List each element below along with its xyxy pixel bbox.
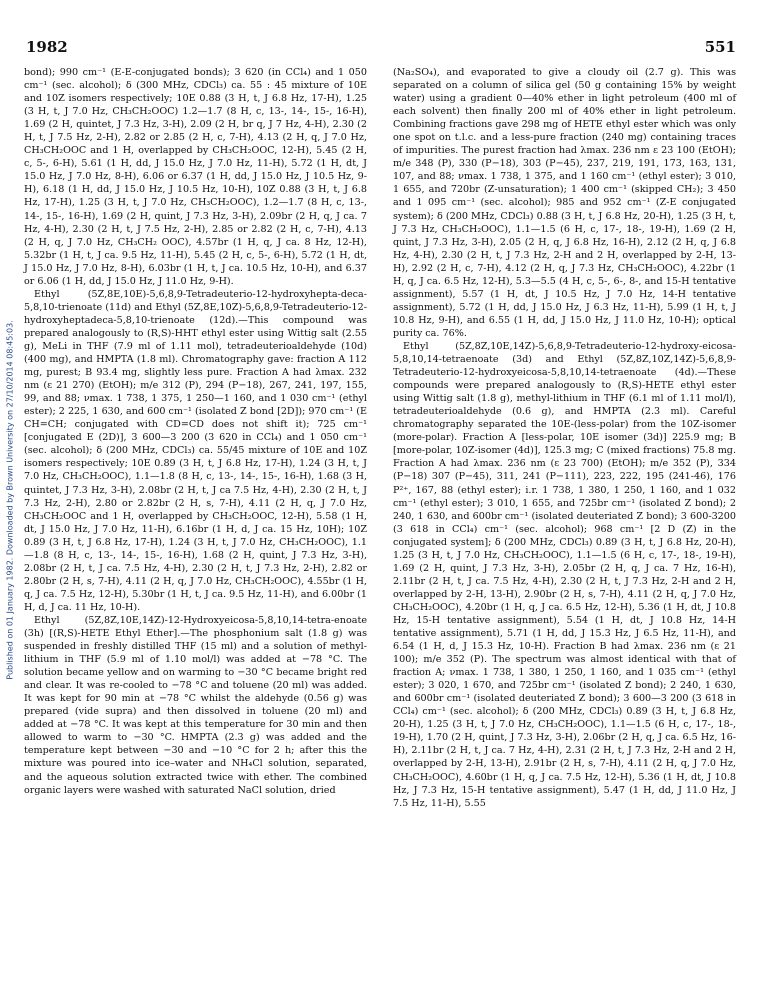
download-notice[interactable]: Published on 01 January 1982. Downloaded by Brown University on 27/10/2014 08:45:03. (5, 320, 15, 680)
journal-year: 1982 (26, 38, 68, 56)
paragraph: Ethyl (5Z,8Z,10E,14Z)-12-Hydroxyeicosa-5,8,10,14-tetra-enoate (3h) [(R,S)-HETE Ethyl Ether].—The phosphonium salt (1.8 g) was suspended in freshly distilled THF (15 ml) and a solution of methyl-lithium in THF (5.9 ml of 1.10 mol/l) was added at −78 °C. The solution became yellow and on warming to −30 °C became bright red and clear. It was re-cooled to −78 °C and toluene (20 ml) was added. It was kept for 90 min at −78 °C whilst the aldehyde (0.56 g) was prepared (vide supra) and then dissolved in toluene (20 ml) and added at −78 °C. It was kept at this temperature for 30 min and then allowed to warm to −30 °C. HMPTA (2.3 g) was added and the temperature kept between −30 and −10 °C for 2 h; after this the mixture was poured into ice–water and NH₄Cl solution, separated, and the aqueous solution extracted twice with ether. The combined organic layers were washed with saturated NaCl solution, dried (24, 614, 367, 796)
page-header (26, 38, 736, 58)
download-sidebar (2, 0, 16, 1008)
paragraph: Ethyl (5Z,8Z,10E,14Z)-5,6,8,9-Tetradeuterio-12-hydroxy-eicosa-5,8,10,14-tetraenoate (3d) and Ethyl (5Z,8Z,10Z,14Z)-5,6,8,9-Tetradeuterio-12-hydroxyeicosa-5,8,10,14-tetraenoate (4d).—These compounds were prepared analogously to (R,S)-HETE ethyl ester using Wittig salt (1.8 g), methyl-lithium in THF (6.1 ml of 1.11 mol/l), tetradeuterioaldehyde (0.6 g), and HMPTA (2.3 ml). Careful chromatography separated the 10E-(less-polar) from the 10Z-isomer (more-polar). Fraction A [less-polar, 10E isomer (3d)] 225.9 mg; B [more-polar, 10Z-isomer (4d)], 125.3 mg; C (mixed fractions) 75.8 mg. Fraction A had λmax. 236 nm (ε 23 700) (EtOH); m/e 352 (P), 334 (P−18) 307 (P−45), 311, 241 (P−111), 223, 222, 195 (241-46), 176 P²⁺, 167, 88 (ethyl ester); i.r. 1 738, 1 380, 1 250, 1 160, and 1 032 cm⁻¹ (ethyl ester); 3 010, 1 655, and 725br cm⁻¹ (isolated Z bond); 2 240, 1 630, and 600br cm⁻¹ (isolated deuteriated Z bond); 3 600-3200 (3 618 in CCl₄) cm⁻¹ (sec. alcohol); 968 cm⁻¹ [2 D (Z) in the conjugated system]; δ (200 MHz, CDCl₃) 0.89 (3 H, t, J 6.8 Hz, 20-H), 1.25 (3 H, t, J 7.0 Hz, CH₃CH₂OOC), 1.1—1.5 (6 H, c, 17-, 18-, 19-H), 1.69 (2 H, quint, J 7.3 Hz, 3-H), 2.05br (2 H, q, J ca. 7 Hz, 16-H), 2.11br (2 H, t, J ca. 7.5 Hz, 4-H), 2.30 (2 H, t, J 7.3 Hz, 2-H and 2 H, overlapped by 2-H, 13-H), 2.90br (2 H, s, 7-H), 4.11 (2 H, q, J 7.0 Hz, CH₃CH₂OOC), 4.20br (1 H, q, J ca. 6.5 Hz, 12-H), 5.36 (1 H, dt, J 10.8 Hz, 15-H tentative assignment), 5.54 (1 H, dt, J 10.8 Hz, 14-H tentative assignment), 5.71 (1 H, dd, J 15.3 Hz, J 6.5 Hz, 11-H), and 6.54 (1 H, d, J 15.3 Hz, 10-H). Fraction B had λmax. 236 nm (ε 21 100); m/e 352 (P). The spectrum was almost identical with that of fraction A; νmax. 1 738, 1 380, 1 250, 1 160, and 1 035 cm⁻¹ (ethyl ester); 3 020, 1 670, and 725br cm⁻¹ (isolated Z bond); 2 240, 1 630, and 600br cm⁻¹ (isolated deuteriated Z bond); 3 600—3 200 (3 618 in CCl₄) cm⁻¹ (sec. alcohol); δ (200 MHz, CDCl₃) 0.89 (3 H, t, J 6.8 Hz, 20-H), 1.25 (3 H, t, J 7.0 Hz, CH₃CH₂OOC), 1.1—1.5 (6 H, c, 17-, 18-, 19-H), 1.70 (2 H, quint, J 7.3 Hz, 3-H), 2.06br (2 H, q, J ca. 6.5 Hz, 16-H), 2.11br (2 H, t, J ca. 7 Hz, 4-H), 2.31 (2 H, t, J 7.3 Hz, 2-H and 2 H, overlapped by 2-H, 13-H), 2.91br (2 H, s, 7-H), 4.11 (2 H, q, J 7.0 Hz, CH₃CH₂OOC), 4.60br (1 H, q, J ca. 7.5 Hz, 12-H), 5.36 (1 H, dt, J 10.8 Hz, J 7.3 Hz, 15-H tentative assignment), 5.47 (1 H, dd, J 11.0 Hz, J 7.5 Hz, 11-H), 5.55 (393, 340, 736, 809)
page-number: 551 (704, 38, 736, 56)
right-column (393, 66, 736, 810)
paragraph: (Na₂SO₄), and evaporated to give a cloudy oil (2.7 g). This was separated on a column of silica gel (50 g containing 15% by weight water) using a gradient 0—40% ether in light petroleum (400 ml of each solvent) then finally 200 ml of 40% ether in light petroleum. Combining fractions gave 298 mg of HETE ethyl ester which was only one spot on t.l.c. and a less-pure fraction (240 mg) containing traces of impurities. The purest fraction had λmax. 236 nm ε 23 100 (EtOH); m/e 348 (P), 330 (P−18), 303 (P−45), 237, 219, 191, 173, 163, 131, 107, and 88; νmax. 1 738, 1 375, and 1 160 cm⁻¹ (ethyl ester); 3 010, 1 655, and 720br (Z-unsaturation); 1 400 cm⁻¹ (skipped CH₂); 3 450 and 1 095 cm⁻¹ (sec. alcohol); 985 and 952 cm⁻¹ (Z-E conjugated system); δ (200 MHz, CDCl₃) 0.88 (3 H, t, J 6.8 Hz, 20-H), 1.25 (3 H, t, J 7.3 Hz, CH₃CH₂OOC), 1.1—1.5 (6 H, c, 17-, 18-, 19-H), 1.69 (2 H, quint, J 7.3 Hz, 3-H), 2.05 (2 H, q, J 6.8 Hz, 16-H), 2.12 (2 H, q, J 6.8 Hz, 4-H), 2.30 (2 H, t, J 7.3 Hz, 2-H and 2 H, overlapped by 2-H, 13-H), 2.92 (2 H, c, 7-H), 4.12 (2 H, q, J 7.3 Hz, CH₃CH₂OOC), 4.22br (1 H, q, J ca. 6.5 Hz, 12-H), 5.3—5.5 (4 H, c, 5-, 6-, 8-, and 15-H tentative assignment), 5.57 (1 H, dt, J 10.5 Hz, J 7.0 Hz, 14-H tentative assignment), 5.72 (1 H, dd, J 15.0 Hz, J 6.3 Hz, 11-H), 5.99 (1 H, t, J 10.8 Hz, 9-H), and 6.55 (1 H, dd, J 15.0 Hz, J 11.0 Hz, 10-H); optical purity ca. 76%. (393, 67, 736, 339)
paragraph: bond); 990 cm⁻¹ (E-E-conjugated bonds); 3 620 (in CCl₄) and 1 050 cm⁻¹ (sec. alcohol); δ (300 MHz, CDCl₃) ca. 55 : 45 mixture of 10E and 10Z isomers respectively; 10E 0.88 (3 H, t, J 6.8 Hz, 17-H), 1.25 (3 H, t, J 7.0 Hz, CH₃CH₂OOC) 1.2—1.7 (8 H, c, 13-, 14-, 15-, 16-H), 1.69 (2 H, quintet, J 7.3 Hz, 3-H), 2.09 (2 H, br q, J 7 Hz, 4-H), 2.30 (2 H, t, J 7.5 Hz, 2-H), 2.82 or 2.85 (2 H, c, 7-H), 4.13 (2 H, q, J 7.0 Hz, CH₃CH₂OOC and 1 H, overlapped by CH₃CH₂OOC, 12-H), 5.45 (2 H, c, 5-, 6-H), 5.61 (1 H, dd, J 15.0 Hz, J 7.0 Hz, 11-H), 5.72 (1 H, dt, J 15.0 Hz, J 7.0 Hz, 8-H), 6.06 or 6.37 (1 H, dd, J 15.0 Hz, J 10.5 Hz, 9-H), 6.18 (1 H, dd, J 15.0 Hz, J 10.5 Hz, 10-H), 10Z 0.88 (3 H, t, J 6.8 Hz, 17-H), 1.25 (3 H, t, J 7.0 Hz, CH₃CH₂OOC), 1.2—1.7 (8 H, c, 13-, 14-, 15-, 16-H), 1.69 (2 H, quint, J 7.3 Hz, 3-H), 2.09br (2 H, q, J ca. 7 Hz, 4-H), 2.30 (2 H, t, J 7.5 Hz, 2-H), 2.85 or 2.82 (2 H, c, 7-H), 4.13 (2 H, q, J 7.0 Hz, CH₃CH₂ OOC), 4.57br (1 H, q, J ca. 8 Hz, 12-H), 5.32br (1 H, t, J ca. 9.5 Hz, 11-H), 5.45 (2 H, c, 5-, 6-H), 5.72 (1 H, dt, J 15.0 Hz, J 7.0 Hz, 8-H), 6.03br (1 H, t, J ca. 10.5 Hz, 10-H), and 6.37 or 6.06 (1 H, dd, J 15.0 Hz, J 11.0 Hz, 9-H). (24, 67, 367, 287)
paragraph: Ethyl (5Z,8E,10E)-5,6,8,9-Tetradeuterio-12-hydroxyhepta-deca-5,8,10-trienoate (11d) and Ethyl (5Z,8E,10Z)-5,6,8,9-Tetradeuterio-12-hydroxyheptadeca-5,8,10-trienoate (12d).—This compound was prepared analogously to (R,S)-HHT ethyl ester using Wittig salt (2.55 g), MeLi in THF (7.9 ml of 1.11 mol), tetradeuterioaldehyde (10d) (400 mg), and HMPTA (1.8 ml). Chromatography gave: fraction A 112 mg, purest; B 93.4 mg, slightly less pure. Fraction A had λmax. 232 nm (ε 21 270) (EtOH); m/e 312 (P), 294 (P−18), 267, 241, 197, 155, 99, and 88; νmax. 1 738, 1 375, 1 250—1 160, and 1 030 cm⁻¹ (ethyl ester); 2 225, 1 630, and 600 cm⁻¹ (isolated Z bond [2D]); 970 cm⁻¹ (E CH=CH; conjugated with CD=CD does not shift it); 725 cm⁻¹ [conjugated E (2D)], 3 600—3 200 (3 620 in CCl₄) and 1 050 cm⁻¹ (sec. alcohol); δ (200 MHz, CDCl₃) ca. 55/45 mixture of 10E and 10Z isomers respectively; 10E 0.89 (3 H, t, J 6.8 Hz, 17-H), 1.24 (3 H, t, J 7.0 Hz, CH₃CH₂OOC), 1.1—1.8 (8 H, c, 13-, 14-, 15-, 16-H), 1.68 (3 H, quintet, J 7.3 Hz, 3-H), 2.08br (2 H, t, J ca 7.5 Hz, 4-H), 2.30 (2 H, t, J 7.3 Hz, 2-H), 2.80 or 2.82br (2 H, s, 7-H), 4.11 (2 H, q, J 7.0 Hz, CH₃CH₂OOC and 1 H, overlapped by CH₃CH₂OOC, 12-H), 5.58 (1 H, dt, J 15.0 Hz, J 7.0 Hz, 11-H), 6.16br (1 H, d, J ca. 15 Hz, 10H); 10Z 0.89 (3 H, t, J 6.8 Hz, 17-H), 1.24 (3 H, t, J 7.0 Hz, CH₃CH₂OOC), 1.1—1.8 (8 H, c, 13-, 14-, 15-, 16-H), 1.68 (2 H, quint, J 7.3 Hz, 3-H), 2.08br (2 H, t, J ca. 7.5 Hz, 4-H), 2.30 (2 H, t, J 7.3 Hz, 2-H), 2.82 or 2.80br (2 H, s, 7-H), 4.11 (2 H, q, J 7.0 Hz, CH₃CH₂OOC), 4.55br (1 H, q, J ca. 7.5 Hz, 12-H), 5.30br (1 H, t, J ca. 9.5 Hz, 11-H), and 6.00br (1 H, d, J ca. 11 Hz, 10-H). (24, 288, 367, 613)
left-column (24, 66, 367, 797)
